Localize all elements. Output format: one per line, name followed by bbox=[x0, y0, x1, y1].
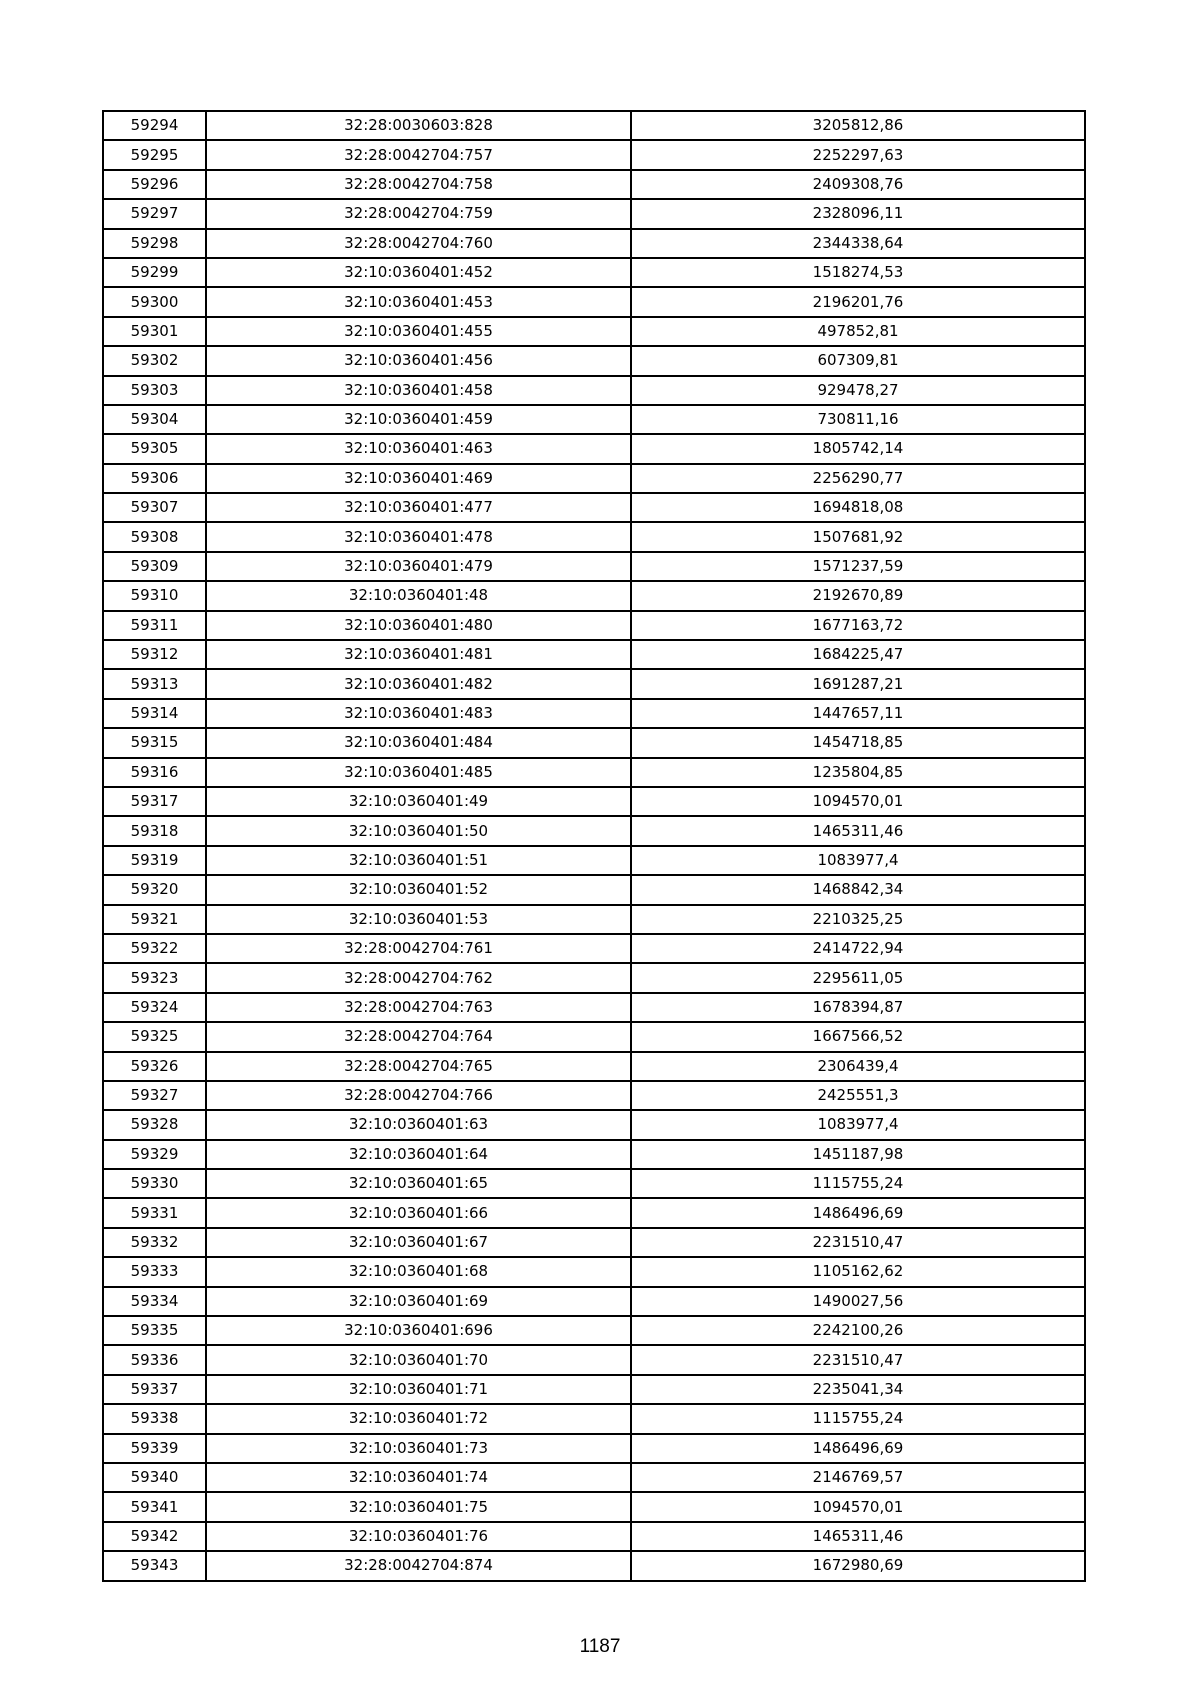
cadastral-number-cell: 32:10:0360401:63 bbox=[206, 1110, 631, 1139]
cadastral-number-cell: 32:10:0360401:65 bbox=[206, 1169, 631, 1198]
row-number-cell: 59328 bbox=[103, 1110, 206, 1139]
value-cell: 1691287,21 bbox=[631, 669, 1085, 698]
row-number-cell: 59327 bbox=[103, 1081, 206, 1110]
table-row bbox=[103, 1316, 1085, 1345]
table-row bbox=[103, 1052, 1085, 1081]
table-row bbox=[103, 1169, 1085, 1198]
cadastral-number-cell: 32:10:0360401:71 bbox=[206, 1375, 631, 1404]
cadastral-number-cell: 32:28:0042704:757 bbox=[206, 140, 631, 169]
value-cell: 1115755,24 bbox=[631, 1169, 1085, 1198]
cadastral-number-cell: 32:10:0360401:483 bbox=[206, 699, 631, 728]
cadastral-number-cell: 32:10:0360401:75 bbox=[206, 1492, 631, 1521]
value-cell: 1490027,56 bbox=[631, 1287, 1085, 1316]
row-number-cell: 59300 bbox=[103, 287, 206, 316]
row-number-cell: 59304 bbox=[103, 405, 206, 434]
table-row bbox=[103, 1022, 1085, 1051]
row-number-cell: 59330 bbox=[103, 1169, 206, 1198]
row-number-cell: 59315 bbox=[103, 728, 206, 757]
value-cell: 1805742,14 bbox=[631, 434, 1085, 463]
table-row bbox=[103, 199, 1085, 228]
row-number-cell: 59325 bbox=[103, 1022, 206, 1051]
row-number-cell: 59314 bbox=[103, 699, 206, 728]
table-row bbox=[103, 317, 1085, 346]
row-number-cell: 59294 bbox=[103, 111, 206, 140]
table-row bbox=[103, 846, 1085, 875]
value-cell: 1667566,52 bbox=[631, 1022, 1085, 1051]
table-row bbox=[103, 1228, 1085, 1257]
value-cell: 1465311,46 bbox=[631, 1522, 1085, 1551]
cadastral-number-cell: 32:28:0042704:766 bbox=[206, 1081, 631, 1110]
table-row bbox=[103, 1345, 1085, 1374]
cadastral-number-cell: 32:10:0360401:485 bbox=[206, 758, 631, 787]
row-number-cell: 59313 bbox=[103, 669, 206, 698]
row-number-cell: 59343 bbox=[103, 1551, 206, 1580]
value-cell: 1486496,69 bbox=[631, 1198, 1085, 1227]
cadastral-number-cell: 32:10:0360401:452 bbox=[206, 258, 631, 287]
value-cell: 2295611,05 bbox=[631, 963, 1085, 992]
table-row bbox=[103, 993, 1085, 1022]
row-number-cell: 59303 bbox=[103, 376, 206, 405]
table-row bbox=[103, 287, 1085, 316]
table-row bbox=[103, 258, 1085, 287]
cadastral-number-cell: 32:10:0360401:50 bbox=[206, 816, 631, 845]
table-row bbox=[103, 934, 1085, 963]
cadastral-number-cell: 32:28:0042704:759 bbox=[206, 199, 631, 228]
cadastral-number-cell: 32:10:0360401:67 bbox=[206, 1228, 631, 1257]
table-row bbox=[103, 552, 1085, 581]
value-cell: 1451187,98 bbox=[631, 1140, 1085, 1169]
table-row bbox=[103, 346, 1085, 375]
row-number-cell: 59340 bbox=[103, 1463, 206, 1492]
cadastral-number-cell: 32:10:0360401:64 bbox=[206, 1140, 631, 1169]
value-cell: 1447657,11 bbox=[631, 699, 1085, 728]
row-number-cell: 59319 bbox=[103, 846, 206, 875]
table-row bbox=[103, 640, 1085, 669]
cadastral-number-cell: 32:28:0042704:758 bbox=[206, 170, 631, 199]
table-row bbox=[103, 963, 1085, 992]
value-cell: 2344338,64 bbox=[631, 229, 1085, 258]
table-body bbox=[103, 111, 1085, 1581]
table-row bbox=[103, 1551, 1085, 1580]
cadastral-number-cell: 32:10:0360401:469 bbox=[206, 464, 631, 493]
value-cell: 2256290,77 bbox=[631, 464, 1085, 493]
table-row bbox=[103, 522, 1085, 551]
table-row bbox=[103, 229, 1085, 258]
table-row bbox=[103, 1463, 1085, 1492]
table-row bbox=[103, 1375, 1085, 1404]
row-number-cell: 59317 bbox=[103, 787, 206, 816]
table-row bbox=[103, 1287, 1085, 1316]
table-row bbox=[103, 816, 1085, 845]
cadastral-number-cell: 32:10:0360401:51 bbox=[206, 846, 631, 875]
value-cell: 1678394,87 bbox=[631, 993, 1085, 1022]
value-cell: 1694818,08 bbox=[631, 493, 1085, 522]
row-number-cell: 59296 bbox=[103, 170, 206, 199]
cadastral-number-cell: 32:10:0360401:484 bbox=[206, 728, 631, 757]
value-cell: 1115755,24 bbox=[631, 1404, 1085, 1433]
table-row bbox=[103, 1404, 1085, 1433]
row-number-cell: 59337 bbox=[103, 1375, 206, 1404]
value-cell: 3205812,86 bbox=[631, 111, 1085, 140]
table-row bbox=[103, 611, 1085, 640]
table-row bbox=[103, 493, 1085, 522]
value-cell: 1465311,46 bbox=[631, 816, 1085, 845]
row-number-cell: 59331 bbox=[103, 1198, 206, 1227]
table-row bbox=[103, 1198, 1085, 1227]
table-row bbox=[103, 1110, 1085, 1139]
cadastral-number-cell: 32:28:0042704:762 bbox=[206, 963, 631, 992]
cadastral-number-cell: 32:10:0360401:463 bbox=[206, 434, 631, 463]
cadastral-number-cell: 32:28:0042704:765 bbox=[206, 1052, 631, 1081]
cadastral-number-cell: 32:10:0360401:72 bbox=[206, 1404, 631, 1433]
row-number-cell: 59318 bbox=[103, 816, 206, 845]
table-row bbox=[103, 1081, 1085, 1110]
table-row bbox=[103, 434, 1085, 463]
cadastral-number-cell: 32:28:0030603:828 bbox=[206, 111, 631, 140]
row-number-cell: 59297 bbox=[103, 199, 206, 228]
cadastral-number-cell: 32:10:0360401:74 bbox=[206, 1463, 631, 1492]
cadastral-number-cell: 32:10:0360401:480 bbox=[206, 611, 631, 640]
row-number-cell: 59332 bbox=[103, 1228, 206, 1257]
value-cell: 1672980,69 bbox=[631, 1551, 1085, 1580]
table-row bbox=[103, 787, 1085, 816]
cadastral-number-cell: 32:10:0360401:69 bbox=[206, 1287, 631, 1316]
table-row bbox=[103, 1492, 1085, 1521]
row-number-cell: 59321 bbox=[103, 905, 206, 934]
row-number-cell: 59322 bbox=[103, 934, 206, 963]
cadastral-number-cell: 32:10:0360401:76 bbox=[206, 1522, 631, 1551]
table-row bbox=[103, 699, 1085, 728]
row-number-cell: 59342 bbox=[103, 1522, 206, 1551]
row-number-cell: 59298 bbox=[103, 229, 206, 258]
row-number-cell: 59334 bbox=[103, 1287, 206, 1316]
cadastral-number-cell: 32:10:0360401:73 bbox=[206, 1434, 631, 1463]
value-cell: 2146769,57 bbox=[631, 1463, 1085, 1492]
row-number-cell: 59308 bbox=[103, 522, 206, 551]
cadastral-number-cell: 32:28:0042704:874 bbox=[206, 1551, 631, 1580]
cadastral-number-cell: 32:10:0360401:481 bbox=[206, 640, 631, 669]
page-number: 1187 bbox=[579, 1636, 621, 1657]
table-row bbox=[103, 669, 1085, 698]
value-cell: 497852,81 bbox=[631, 317, 1085, 346]
value-cell: 607309,81 bbox=[631, 346, 1085, 375]
cadastral-number-cell: 32:10:0360401:455 bbox=[206, 317, 631, 346]
value-cell: 1094570,01 bbox=[631, 1492, 1085, 1521]
value-cell: 2192670,89 bbox=[631, 581, 1085, 610]
value-cell: 730811,16 bbox=[631, 405, 1085, 434]
row-number-cell: 59339 bbox=[103, 1434, 206, 1463]
value-cell: 1507681,92 bbox=[631, 522, 1085, 551]
row-number-cell: 59316 bbox=[103, 758, 206, 787]
row-number-cell: 59335 bbox=[103, 1316, 206, 1345]
cadastral-number-cell: 32:10:0360401:478 bbox=[206, 522, 631, 551]
value-cell: 2196201,76 bbox=[631, 287, 1085, 316]
row-number-cell: 59299 bbox=[103, 258, 206, 287]
table-row bbox=[103, 140, 1085, 169]
table-row bbox=[103, 1522, 1085, 1551]
row-number-cell: 59329 bbox=[103, 1140, 206, 1169]
row-number-cell: 59309 bbox=[103, 552, 206, 581]
value-cell: 1486496,69 bbox=[631, 1434, 1085, 1463]
value-cell: 2235041,34 bbox=[631, 1375, 1085, 1404]
cadastral-number-cell: 32:10:0360401:53 bbox=[206, 905, 631, 934]
value-cell: 2231510,47 bbox=[631, 1228, 1085, 1257]
table-row bbox=[103, 1434, 1085, 1463]
cadastral-number-cell: 32:10:0360401:48 bbox=[206, 581, 631, 610]
value-cell: 2409308,76 bbox=[631, 170, 1085, 199]
cadastral-number-cell: 32:10:0360401:70 bbox=[206, 1345, 631, 1374]
row-number-cell: 59311 bbox=[103, 611, 206, 640]
value-cell: 2306439,4 bbox=[631, 1052, 1085, 1081]
cadastral-number-cell: 32:10:0360401:477 bbox=[206, 493, 631, 522]
row-number-cell: 59333 bbox=[103, 1257, 206, 1286]
cadastral-number-cell: 32:10:0360401:458 bbox=[206, 376, 631, 405]
cadastral-number-cell: 32:10:0360401:66 bbox=[206, 1198, 631, 1227]
row-number-cell: 59336 bbox=[103, 1345, 206, 1374]
value-cell: 1677163,72 bbox=[631, 611, 1085, 640]
cadastral-number-cell: 32:10:0360401:482 bbox=[206, 669, 631, 698]
table-row bbox=[103, 1140, 1085, 1169]
row-number-cell: 59323 bbox=[103, 963, 206, 992]
table-row bbox=[103, 728, 1085, 757]
cadastral-number-cell: 32:10:0360401:453 bbox=[206, 287, 631, 316]
row-number-cell: 59312 bbox=[103, 640, 206, 669]
cadastral-number-cell: 32:28:0042704:763 bbox=[206, 993, 631, 1022]
cadastral-number-cell: 32:10:0360401:696 bbox=[206, 1316, 631, 1345]
table-row bbox=[103, 170, 1085, 199]
cadastral-number-cell: 32:10:0360401:479 bbox=[206, 552, 631, 581]
value-cell: 1094570,01 bbox=[631, 787, 1085, 816]
cadastral-number-cell: 32:10:0360401:456 bbox=[206, 346, 631, 375]
table-row bbox=[103, 376, 1085, 405]
table-row bbox=[103, 1257, 1085, 1286]
cadastral-number-cell: 32:10:0360401:49 bbox=[206, 787, 631, 816]
row-number-cell: 59305 bbox=[103, 434, 206, 463]
row-number-cell: 59301 bbox=[103, 317, 206, 346]
row-number-cell: 59320 bbox=[103, 875, 206, 904]
table-row bbox=[103, 464, 1085, 493]
value-cell: 2242100,26 bbox=[631, 1316, 1085, 1345]
cadastral-number-cell: 32:10:0360401:52 bbox=[206, 875, 631, 904]
row-number-cell: 59326 bbox=[103, 1052, 206, 1081]
value-cell: 2252297,63 bbox=[631, 140, 1085, 169]
value-cell: 1105162,62 bbox=[631, 1257, 1085, 1286]
value-cell: 1235804,85 bbox=[631, 758, 1085, 787]
data-table bbox=[102, 110, 1086, 1582]
value-cell: 1083977,4 bbox=[631, 846, 1085, 875]
row-number-cell: 59338 bbox=[103, 1404, 206, 1433]
cadastral-number-cell: 32:28:0042704:761 bbox=[206, 934, 631, 963]
cadastral-number-cell: 32:28:0042704:760 bbox=[206, 229, 631, 258]
value-cell: 1518274,53 bbox=[631, 258, 1085, 287]
table-row bbox=[103, 581, 1085, 610]
table-row bbox=[103, 405, 1085, 434]
cadastral-number-cell: 32:28:0042704:764 bbox=[206, 1022, 631, 1051]
value-cell: 2231510,47 bbox=[631, 1345, 1085, 1374]
value-cell: 2328096,11 bbox=[631, 199, 1085, 228]
row-number-cell: 59295 bbox=[103, 140, 206, 169]
cadastral-number-cell: 32:10:0360401:459 bbox=[206, 405, 631, 434]
table-row bbox=[103, 905, 1085, 934]
row-number-cell: 59310 bbox=[103, 581, 206, 610]
row-number-cell: 59302 bbox=[103, 346, 206, 375]
value-cell: 1684225,47 bbox=[631, 640, 1085, 669]
value-cell: 1468842,34 bbox=[631, 875, 1085, 904]
value-cell: 2425551,3 bbox=[631, 1081, 1085, 1110]
value-cell: 1571237,59 bbox=[631, 552, 1085, 581]
row-number-cell: 59306 bbox=[103, 464, 206, 493]
value-cell: 2414722,94 bbox=[631, 934, 1085, 963]
table-row bbox=[103, 111, 1085, 140]
row-number-cell: 59341 bbox=[103, 1492, 206, 1521]
value-cell: 1083977,4 bbox=[631, 1110, 1085, 1139]
row-number-cell: 59307 bbox=[103, 493, 206, 522]
row-number-cell: 59324 bbox=[103, 993, 206, 1022]
value-cell: 1454718,85 bbox=[631, 728, 1085, 757]
value-cell: 2210325,25 bbox=[631, 905, 1085, 934]
value-cell: 929478,27 bbox=[631, 376, 1085, 405]
table-row bbox=[103, 875, 1085, 904]
table-row bbox=[103, 758, 1085, 787]
cadastral-number-cell: 32:10:0360401:68 bbox=[206, 1257, 631, 1286]
